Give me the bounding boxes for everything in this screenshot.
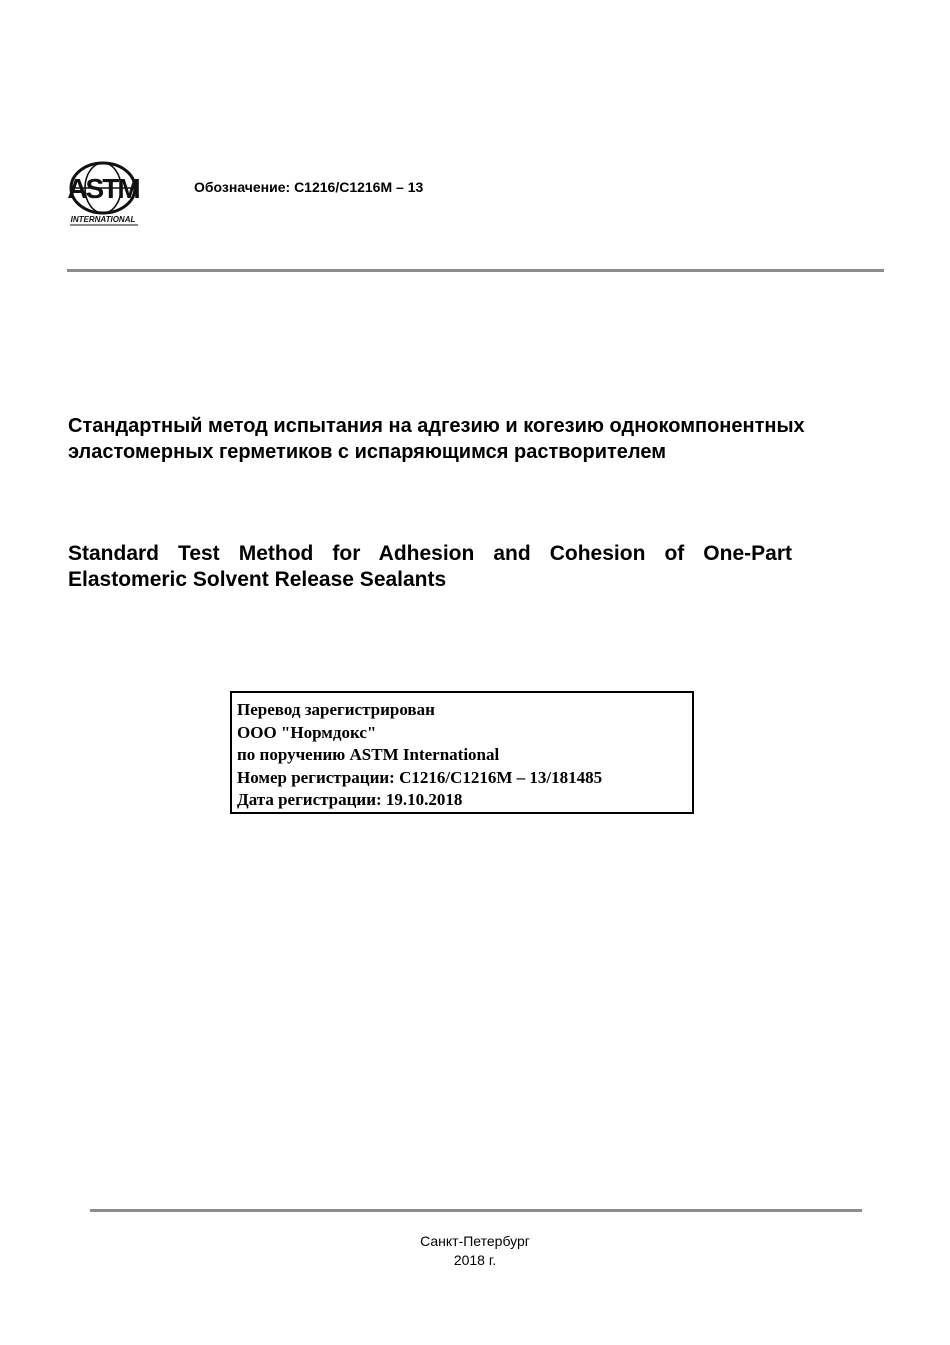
footer bbox=[0, 1232, 950, 1270]
registration-line: Номер регистрации: C1216/C1216M – 13/181485 bbox=[237, 767, 603, 787]
title-russian: Стандартный метод испытания на адгезию и когезию однокомпонентных эластомерных герметиков с испаряющимся растворителем bbox=[68, 415, 805, 463]
footer-year: 2018 г. bbox=[453, 1252, 497, 1268]
title-english: Standard Test Method for Adhesion and Cohesion of One-Part Elastomeric Solvent Release Sealants bbox=[68, 542, 792, 591]
registration-line: ООО "Нормдокс" bbox=[237, 722, 377, 742]
registration-line: Дата регистрации: 19.10.2018 bbox=[237, 790, 463, 809]
registration-box bbox=[230, 691, 694, 814]
registration-line: Перевод зарегистрирован bbox=[237, 700, 435, 719]
astm-logo bbox=[66, 160, 142, 228]
designation-label: Обозначение: C1216/C1216M – 13 bbox=[194, 179, 424, 195]
registration-line: по поручению ASTM International bbox=[237, 745, 500, 764]
top-divider bbox=[67, 269, 884, 272]
svg-text:INTERNATIONAL: INTERNATIONAL bbox=[70, 215, 136, 224]
bottom-divider bbox=[90, 1209, 862, 1212]
svg-text:ASTM: ASTM bbox=[67, 173, 139, 204]
footer-city: Санкт-Петербург bbox=[420, 1233, 530, 1249]
